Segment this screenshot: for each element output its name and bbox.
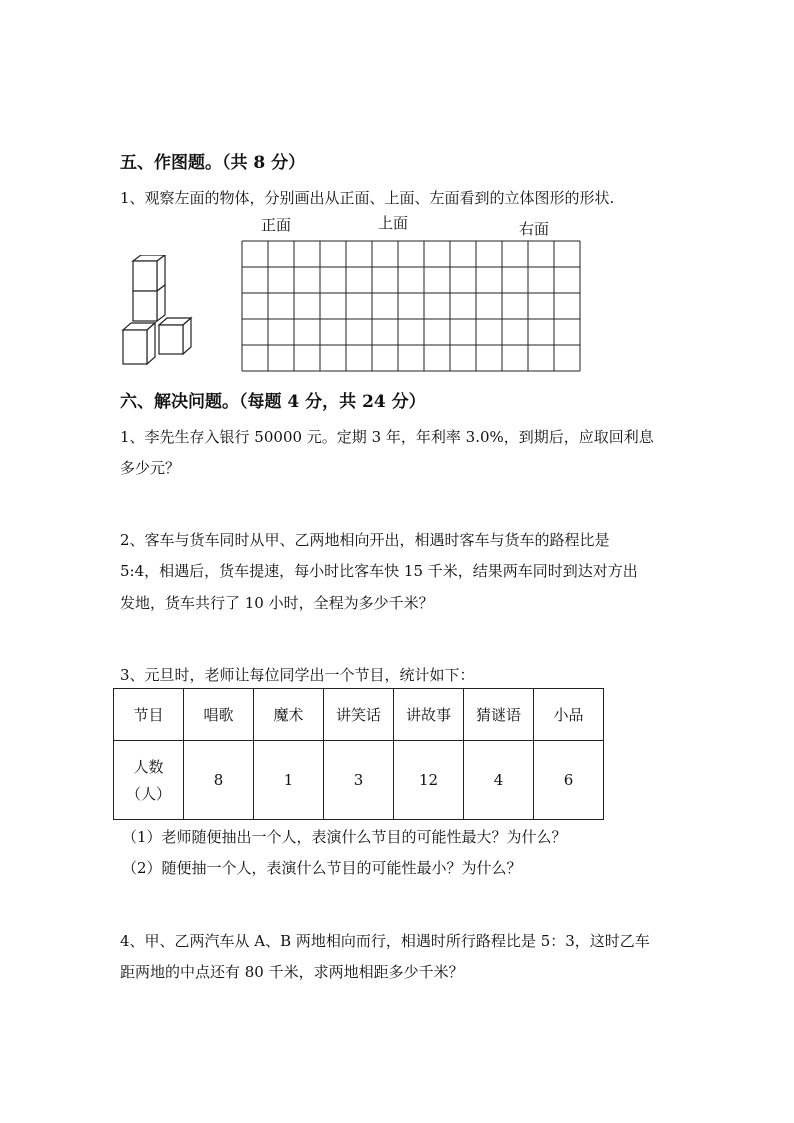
cube-front-face xyxy=(133,261,157,291)
question-6-2-line1: 2、客车与货车同时从甲、乙两地相向开出，相遇时客车与货车的路程比是 xyxy=(120,531,610,549)
cube-front-face xyxy=(133,291,157,321)
cube-front-face xyxy=(159,325,183,354)
table-cell: 唱歌 xyxy=(184,689,254,741)
cube-stack-figure xyxy=(118,255,203,370)
count-label-line2: （人） xyxy=(125,785,171,803)
label-top: 上面 xyxy=(378,214,409,232)
section-6-title: 六、解决问题。（每题 4 分，共 24 分） xyxy=(120,392,426,412)
table-row xyxy=(114,741,604,820)
question-6-4-line1: 4、甲、乙两汽车从 A、B 两地相向而行，相遇时所行路程比是 5：3，这时乙车 xyxy=(120,932,650,950)
question-6-3-sub1: （1）老师随便抽出一个人，表演什么节目的可能性最大？为什么？ xyxy=(122,828,567,846)
count-label-line1: 人数 xyxy=(133,758,164,776)
table-header-cell: 节目 xyxy=(114,689,184,741)
drawing-grid xyxy=(241,240,583,374)
label-right: 右面 xyxy=(519,220,550,238)
question-6-1-line2: 多少元？ xyxy=(120,459,181,477)
question-6-2-line2: 5:4，相遇后，货车提速，每小时比客车快 15 千米，结果两车同时到达对方出 xyxy=(120,562,638,580)
question-6-3-intro: 3、元旦时，老师让每位同学出一个节目，统计如下： xyxy=(120,666,475,684)
table-cell: 3 xyxy=(324,741,394,820)
question-6-3-sub2: （2）随便抽一个人，表演什么节目的可能性最小？为什么？ xyxy=(122,859,522,877)
table-cell: 1 xyxy=(254,741,324,820)
table-cell: 讲笑话 xyxy=(324,689,394,741)
table-cell: 猜谜语 xyxy=(464,689,534,741)
table-header-cell xyxy=(114,741,184,820)
table-cell: 8 xyxy=(184,741,254,820)
section-5-title: 五、作图题。（共 8 分） xyxy=(120,153,306,173)
label-front: 正面 xyxy=(261,216,292,234)
question-6-1-line1: 1、李先生存入银行 50000 元。定期 3 年，年利率 3.0%，到期后，应取回利息 xyxy=(120,428,654,446)
question-5-1: 1、观察左面的物体，分别画出从正面、上面、左面看到的立体图形的形状. xyxy=(120,189,615,207)
table-cell: 小品 xyxy=(534,689,604,741)
table-cell: 讲故事 xyxy=(394,689,464,741)
cube-front-face xyxy=(123,330,147,364)
table-cell: 12 xyxy=(394,741,464,820)
question-6-2-line3: 发地，货车共行了 10 小时，全程为多少千米？ xyxy=(120,594,434,612)
program-stats-table xyxy=(113,688,604,820)
table-row xyxy=(114,689,604,741)
table-cell: 魔术 xyxy=(254,689,324,741)
question-6-4-line2: 距两地的中点还有 80 千米，求两地相距多少千米？ xyxy=(120,963,464,981)
table-cell: 4 xyxy=(464,741,534,820)
table-cell: 6 xyxy=(534,741,604,820)
